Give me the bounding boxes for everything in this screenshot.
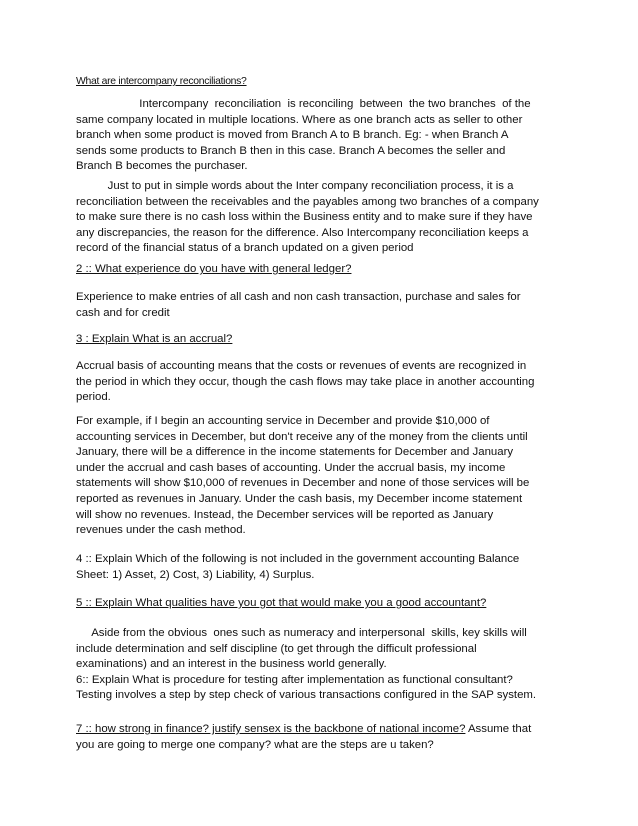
question-7-continuation: Assume that [465, 723, 532, 735]
text-line: branch when some product is moved from Branch A to B branch. Eg: - when Branch A [76, 129, 509, 142]
text-line: Aside from the obvious ones such as numeracy and interpersonal skills, key skills will [76, 627, 527, 639]
text-line: 4 :: Explain Which of the following is not included in the government accounting Balance [76, 553, 520, 565]
paragraph-reconciliation-process [76, 179, 568, 257]
text-line: Sheet: 1) Asset, 2) Cost, 3) Liability, 4) Surplus. [76, 568, 315, 581]
text-line: 6:: Explain What is procedure for testing after implementation as functional consultant? [76, 673, 513, 686]
text-line: any discrepancies, the reason for the difference. Also Intercompany reconciliation keeps a [76, 226, 529, 239]
text-line: the period in which they occur, though the cash flows may take place in another accounting [76, 375, 535, 388]
text-line: sends some products to Branch B then in this case. Branch A becomes the seller and [76, 144, 506, 157]
text-line: Just to put in simple words about the Inter company reconciliation process, it is a [76, 180, 514, 192]
question-3: 3 : Explain What is an accrual? [76, 333, 233, 345]
question-7 [76, 722, 568, 753]
answer-3-definition [76, 359, 568, 406]
text-line: January, there will be a difference in the income statements for December and January [76, 446, 514, 459]
question-2: 2 :: What experience do you have with general ledger? [76, 263, 352, 275]
text-line: reported as revenues in January. Under the cash basis, my December income statement [76, 492, 523, 505]
text-line: include determination and self discipline (to get through the difficult professional [76, 642, 477, 655]
text-line: Branch B becomes the purchaser. [76, 160, 248, 173]
text-line: Testing involves a step by step check of various transactions configured in the SAP system. [76, 689, 537, 702]
text-line: For example, if I begin an accounting service in December and provide $10,000 of [76, 415, 490, 427]
text-line: record of the financial status of a branch updated on a given period [76, 242, 414, 255]
text-line: Experience to make entries of all cash and non cash transaction, purchase and sales for [76, 291, 521, 303]
text-line: Intercompany reconciliation is reconciling between the two branches of the [76, 98, 531, 110]
question-7-underlined: 7 :: how strong in finance? justify sensex is the backbone of national income? [76, 723, 466, 735]
text-line: examinations) and an interest in the business world generally. [76, 658, 387, 671]
text-line: reconciliation between the receivables and the payables among two branches of a company [76, 195, 539, 208]
text-line [76, 722, 568, 738]
text-line: cash and for credit [76, 306, 170, 319]
question-4 [76, 552, 568, 583]
text-line: under the accrual and cash bases of accounting. Under the accrual basis, my income [76, 461, 506, 474]
answer-3-example [76, 414, 568, 539]
text-line: same company located in multiple locations. Where as one branch acts as seller to other [76, 113, 523, 126]
text-line: statements will show $10,000 of revenues in December and none of those services will be [76, 477, 530, 490]
text-line: Accrual basis of accounting means that the costs or revenues of events are recognized in [76, 360, 527, 372]
text-line: you are going to merge one company? what are the steps are u taken? [76, 738, 434, 751]
text-line: period. [76, 391, 111, 404]
text-line: accounting services in December, but don't receive any of the money from the clients until [76, 430, 528, 443]
text-line: revenues under the cash method. [76, 524, 246, 537]
text-line: to make sure there is no cash loss within the Business entity and to make sure if they have [76, 211, 533, 224]
page-title: What are intercompany reconciliations? [76, 76, 247, 87]
text-line: will show no revenues. Instead, the December services will be reported as January [76, 508, 494, 521]
answer-5-and-question-6 [76, 626, 568, 704]
answer-2 [76, 290, 568, 321]
paragraph-intercompany-definition [76, 97, 568, 175]
question-5: 5 :: Explain What qualities have you got that would make you a good accountant? [76, 597, 487, 609]
